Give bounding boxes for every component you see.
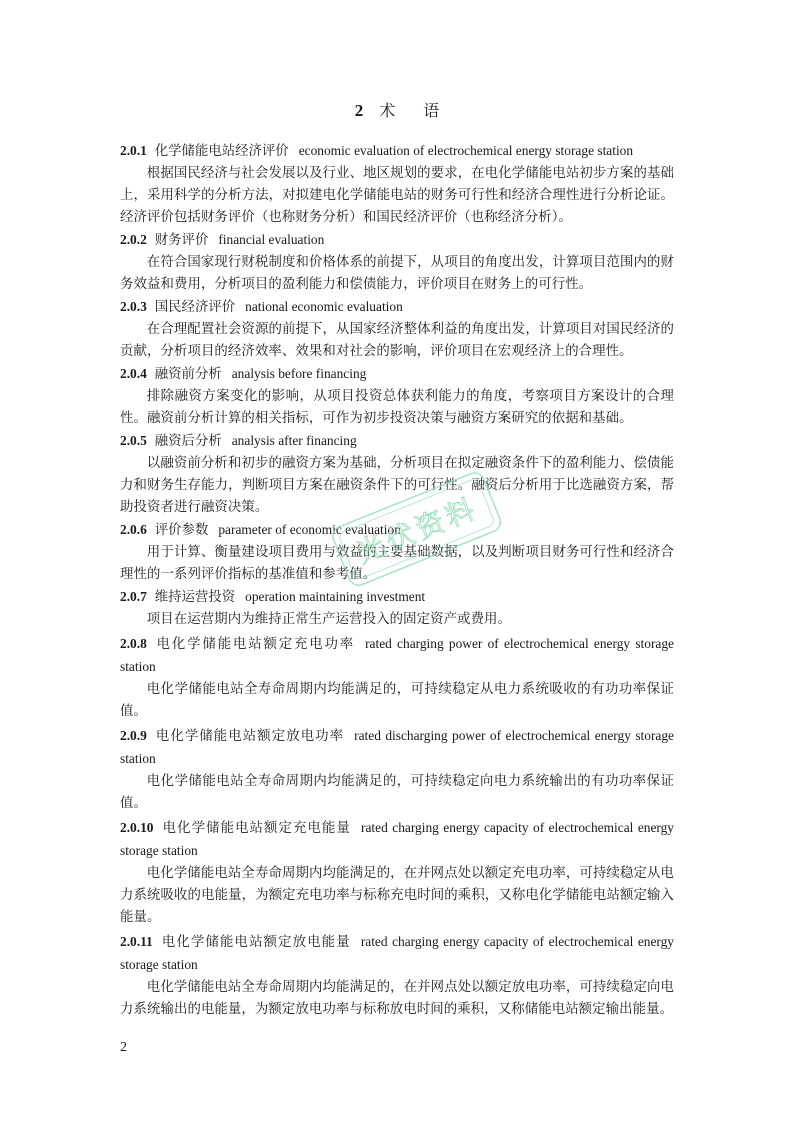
term-english: economic evaluation of electrochemical energy storage station (298, 143, 634, 158)
term-code: 2.0.10 (120, 820, 154, 835)
term-chinese: 融资后分析 (154, 434, 222, 449)
term-definition: 电化学储能电站全寿命周期内均能满足的，可持续稳定向电力系统输出的有功功率保证值。 (120, 774, 674, 811)
term-english: analysis before financing (231, 366, 367, 381)
term-heading (120, 363, 674, 386)
term-heading (120, 586, 674, 609)
term-entry (120, 229, 674, 296)
chapter-title-char-2: 语 (423, 101, 440, 120)
term-entry (120, 931, 674, 1021)
term-heading (120, 633, 674, 679)
term-chinese: 电化学储能电站额定充电功率 (154, 637, 356, 652)
term-definition: 电化学储能电站全寿命周期内均能满足的，在并网点处以额定充电功率，可持续稳定从电力系统吸收的电能量，为额定充电功率与标称充电时间的乘积，又称电化学储能电站额定输入能量。 (120, 866, 674, 925)
term-chinese: 维持运营投资 (154, 590, 236, 605)
term-code: 2.0.11 (120, 934, 153, 949)
term-code: 2.0.8 (120, 636, 147, 651)
term-english: operation maintaining investment (245, 589, 426, 604)
term-definition: 项目在运营期内为维持正常生产运营投入的固定资产或费用。 (146, 612, 512, 627)
term-chinese: 融资前分析 (154, 367, 222, 382)
term-code: 2.0.3 (120, 299, 147, 314)
term-chinese: 评价参数 (154, 523, 209, 538)
chapter-number: 2 (354, 101, 364, 120)
term-english: analysis after financing (231, 433, 357, 448)
term-entry (120, 725, 674, 815)
term-entry (120, 586, 674, 631)
term-definition: 在符合国家现行财税制度和价格体系的前提下，从项目的角度出发，计算项目范围内的财务效益和费用，分析项目的盈利能力和偿债能力，评价项目在财务上的可行性。 (120, 255, 674, 292)
term-code: 2.0.6 (120, 522, 147, 537)
term-entry (120, 430, 674, 519)
term-entry (120, 363, 674, 430)
term-chinese: 财务评价 (154, 233, 209, 248)
term-entry (120, 633, 674, 723)
term-definition: 在合理配置社会资源的前提下，从国家经济整体利益的角度出发，计算项目对国民经济的贡献，分析项目的经济效率、效果和对社会的影响，评价项目在宏观经济上的合理性。 (120, 322, 674, 359)
term-heading (120, 519, 674, 542)
page-number: 2 (120, 1040, 127, 1055)
term-entry (120, 519, 674, 586)
term-chinese: 电化学储能电站额定放电功率 (154, 729, 345, 744)
term-entry (120, 296, 674, 363)
term-heading (120, 140, 674, 163)
chapter-title (0, 98, 794, 121)
term-heading (120, 725, 674, 771)
term-english: rated discharging power of electrochemical energy storage station (120, 728, 674, 766)
term-code: 2.0.2 (120, 232, 147, 247)
watermark-text: 光伏资料 (351, 491, 483, 570)
term-definition: 电化学储能电站全寿命周期内均能满足的，可持续稳定从电力系统吸收的有功功率保证值。 (120, 682, 674, 719)
term-definition: 以融资前分析和初步的融资方案为基础，分析项目在拟定融资条件下的盈利能力、偿债能力和财务生存能力，判断项目方案在融资条件下的可行性。融资后分析用于比选融资方案，帮助投资者进行融资决策。 (120, 456, 674, 515)
term-english: financial evaluation (218, 232, 325, 247)
term-chinese: 国民经济评价 (154, 300, 236, 315)
term-english: rated charging power of electrochemical energy storage station (120, 636, 674, 674)
term-code: 2.0.5 (120, 433, 147, 448)
term-english: rated charging energy capacity of electrochemical energy storage station (120, 934, 674, 972)
term-english: parameter of economic evaluation (218, 522, 401, 537)
term-entry (120, 817, 674, 929)
term-chinese: 电化学储能电站额定充电能量 (161, 821, 352, 836)
term-heading (120, 817, 674, 863)
term-code: 2.0.4 (120, 366, 147, 381)
term-heading (120, 931, 674, 977)
term-chinese: 化学储能电站经济评价 (154, 144, 289, 159)
term-code: 2.0.1 (120, 143, 147, 158)
term-definition: 电化学储能电站全寿命周期内均能满足的，在并网点处以额定放电功率，可持续稳定向电力系统输出的电能量，为额定放电功率与标称放电时间的乘积，又称储能电站额定输出能量。 (120, 980, 674, 1017)
term-definition: 根据国民经济与社会发展以及行业、地区规划的要求，在电化学储能电站初步方案的基础上，采用科学的分析方法，对拟建电化学储能电站的财务可行性和经济合理性进行分析论证。经济评价包括财务评价（也称财务分析）和国民经济评价（也称经济分析）。 (120, 166, 674, 225)
term-code: 2.0.7 (120, 589, 147, 604)
term-code: 2.0.9 (120, 728, 147, 743)
term-heading (120, 296, 674, 319)
chapter-title-char-1: 术 (379, 101, 396, 120)
terms-list (120, 140, 674, 1021)
term-english: rated charging energy capacity of electrochemical energy storage station (120, 820, 674, 858)
term-heading (120, 229, 674, 252)
term-english: national economic evaluation (245, 299, 403, 314)
term-heading (120, 430, 674, 453)
term-definition: 排除融资方案变化的影响，从项目投资总体获利能力的角度，考察项目方案设计的合理性。融资前分析计算的相关指标，可作为初步投资决策与融资方案研究的依据和基础。 (120, 389, 674, 426)
term-definition: 用于计算、衡量建设项目费用与效益的主要基础数据，以及判断项目财务可行性和经济合理性的一系列评价指标的基准值和参考值。 (120, 545, 674, 582)
term-chinese: 电化学储能电站额定放电能量 (160, 935, 351, 950)
term-entry (120, 140, 674, 229)
